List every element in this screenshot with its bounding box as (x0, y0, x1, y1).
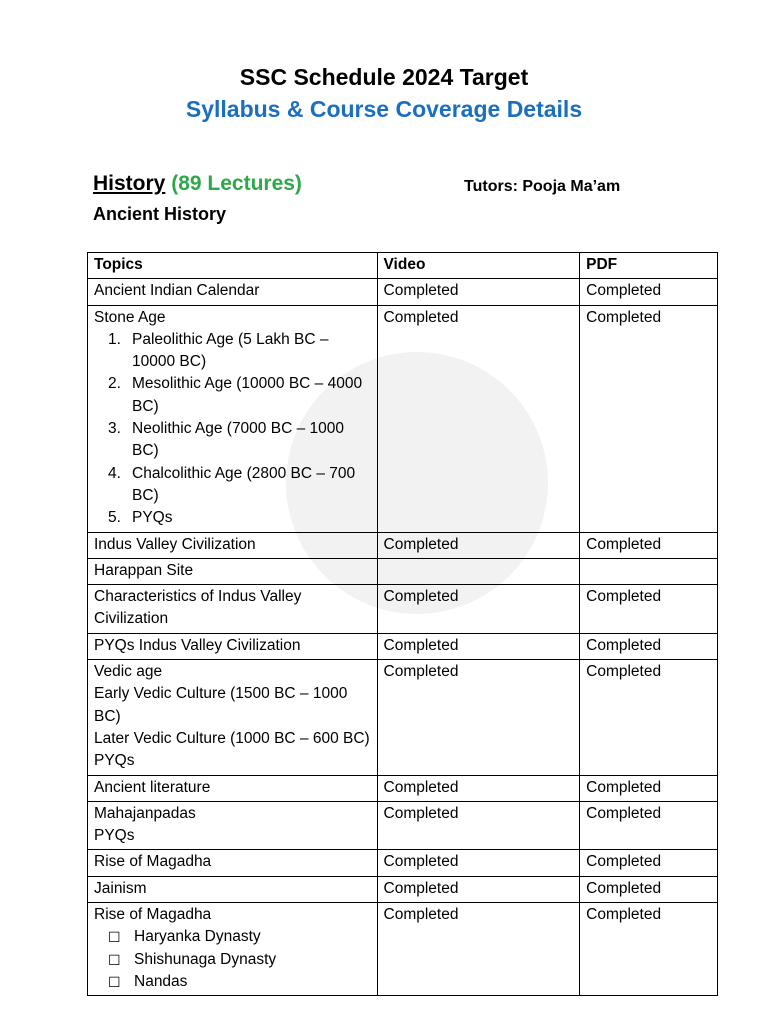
topic-title: Ancient Indian Calendar (94, 282, 260, 300)
subtopic-text: Neolithic Age (7000 BC – 1000 BC) (132, 420, 344, 460)
checkbox-bullet-icon: ☐ (108, 929, 121, 946)
subtopic-number: 1. (108, 330, 121, 348)
subtopic-number: 3. (108, 420, 121, 438)
subtopic-item (94, 373, 371, 418)
subtopic-text: Paleolithic Age (5 Lakh BC – 10000 BC) (132, 330, 329, 371)
header-pdf: PDF (580, 253, 718, 279)
pdf-status-cell: Completed (580, 585, 718, 634)
tutors-label: Tutors: Pooja Ma’am (464, 178, 621, 195)
topic-title: Vedic age (94, 663, 163, 681)
subtopic-item (94, 329, 371, 374)
subtopic-number: 5. (108, 509, 121, 527)
topic-title: Characteristics of Indus Valley Civilization (94, 588, 302, 628)
subtopic-text: Chalcolithic Age (2800 BC – 700 BC) (132, 464, 356, 504)
table-row (88, 903, 718, 996)
table-row (88, 558, 718, 584)
topic-title: Rise of Magadha (94, 853, 212, 871)
pdf-status-cell: Completed (580, 850, 718, 876)
subtopic-text: PYQs (132, 509, 173, 527)
topic-cell (88, 876, 378, 902)
topic-title: Rise of Magadha (94, 906, 212, 924)
video-status-cell: Completed (377, 532, 580, 558)
topic-title: Harappan Site (94, 561, 194, 579)
topic-extra-line: PYQs (94, 827, 135, 845)
table-row (88, 876, 718, 902)
table-row (88, 850, 718, 876)
topic-extra-line: Later Vedic Culture (1000 BC – 600 BC) (94, 729, 370, 747)
table-row (88, 660, 718, 775)
pdf-status-cell (580, 558, 718, 584)
topic-cell (88, 558, 378, 584)
video-status-cell: Completed (377, 660, 580, 775)
subtopic-number: 4. (108, 464, 121, 482)
document-title: SSC Schedule 2024 Target (239, 64, 529, 90)
pdf-status-cell: Completed (580, 775, 718, 801)
subtopic-item (94, 507, 371, 529)
video-status-cell: Completed (377, 585, 580, 634)
video-status-cell: Completed (377, 775, 580, 801)
dynasty-item (94, 949, 371, 971)
pdf-status-cell: Completed (580, 532, 718, 558)
video-status-cell: Completed (377, 305, 580, 532)
topic-cell (88, 903, 378, 996)
topic-title: Jainism (94, 879, 147, 897)
table-row (88, 305, 718, 532)
pdf-status-cell: Completed (580, 876, 718, 902)
dynasty-item (94, 971, 371, 993)
subject-heading (93, 172, 302, 196)
table-row (88, 801, 718, 850)
checkbox-bullet-icon: ☐ (108, 951, 121, 968)
document-subtitle: Syllabus & Course Coverage Details (185, 96, 583, 122)
table-header-row (88, 253, 718, 279)
dynasty-text: Haryanka Dynasty (134, 928, 261, 946)
video-status-cell: Completed (377, 850, 580, 876)
topic-cell (88, 801, 378, 850)
table-row (88, 633, 718, 659)
dynasty-text: Shishunaga Dynasty (134, 950, 277, 968)
dynasty-text: Nandas (134, 972, 188, 990)
video-status-cell: Completed (377, 633, 580, 659)
topic-extra-line: Early Vedic Culture (1500 BC – 1000 BC) (94, 685, 348, 725)
topic-cell (88, 660, 378, 775)
subtopic-item (94, 418, 371, 463)
header-topics: Topics (88, 253, 378, 279)
table-row (88, 532, 718, 558)
pdf-status-cell: Completed (580, 633, 718, 659)
checkbox-bullet-icon: ☐ (108, 973, 121, 990)
header-video: Video (377, 253, 580, 279)
topic-title: Indus Valley Civilization (94, 535, 256, 553)
topic-cell (88, 775, 378, 801)
subject-name: History (93, 172, 166, 195)
video-status-cell (377, 558, 580, 584)
topic-cell (88, 850, 378, 876)
section-heading: Ancient History (93, 204, 227, 224)
syllabus-table (87, 252, 718, 996)
topic-cell (88, 532, 378, 558)
table-row (88, 585, 718, 634)
pdf-status-cell: Completed (580, 660, 718, 775)
topic-title: Ancient literature (94, 778, 211, 796)
video-status-cell: Completed (377, 903, 580, 996)
table-row (88, 775, 718, 801)
video-status-cell: Completed (377, 279, 580, 305)
subtopic-item (94, 463, 371, 508)
lecture-count: (89 Lectures) (171, 172, 302, 195)
pdf-status-cell: Completed (580, 305, 718, 532)
dynasty-item (94, 926, 371, 948)
topic-title: Stone Age (94, 308, 166, 326)
video-status-cell: Completed (377, 801, 580, 850)
table-row (88, 279, 718, 305)
subtopic-text: Mesolithic Age (10000 BC – 4000 BC) (132, 375, 363, 415)
pdf-status-cell: Completed (580, 279, 718, 305)
topic-title: Mahajanpadas (94, 804, 196, 822)
topic-title: PYQs Indus Valley Civilization (94, 636, 301, 654)
subtopic-number: 2. (108, 375, 121, 393)
pdf-status-cell: Completed (580, 903, 718, 996)
topic-extra-line: PYQs (94, 752, 135, 770)
topic-cell (88, 633, 378, 659)
video-status-cell: Completed (377, 876, 580, 902)
pdf-status-cell: Completed (580, 801, 718, 850)
topic-cell (88, 305, 378, 532)
topic-cell (88, 585, 378, 634)
topic-cell (88, 279, 378, 305)
